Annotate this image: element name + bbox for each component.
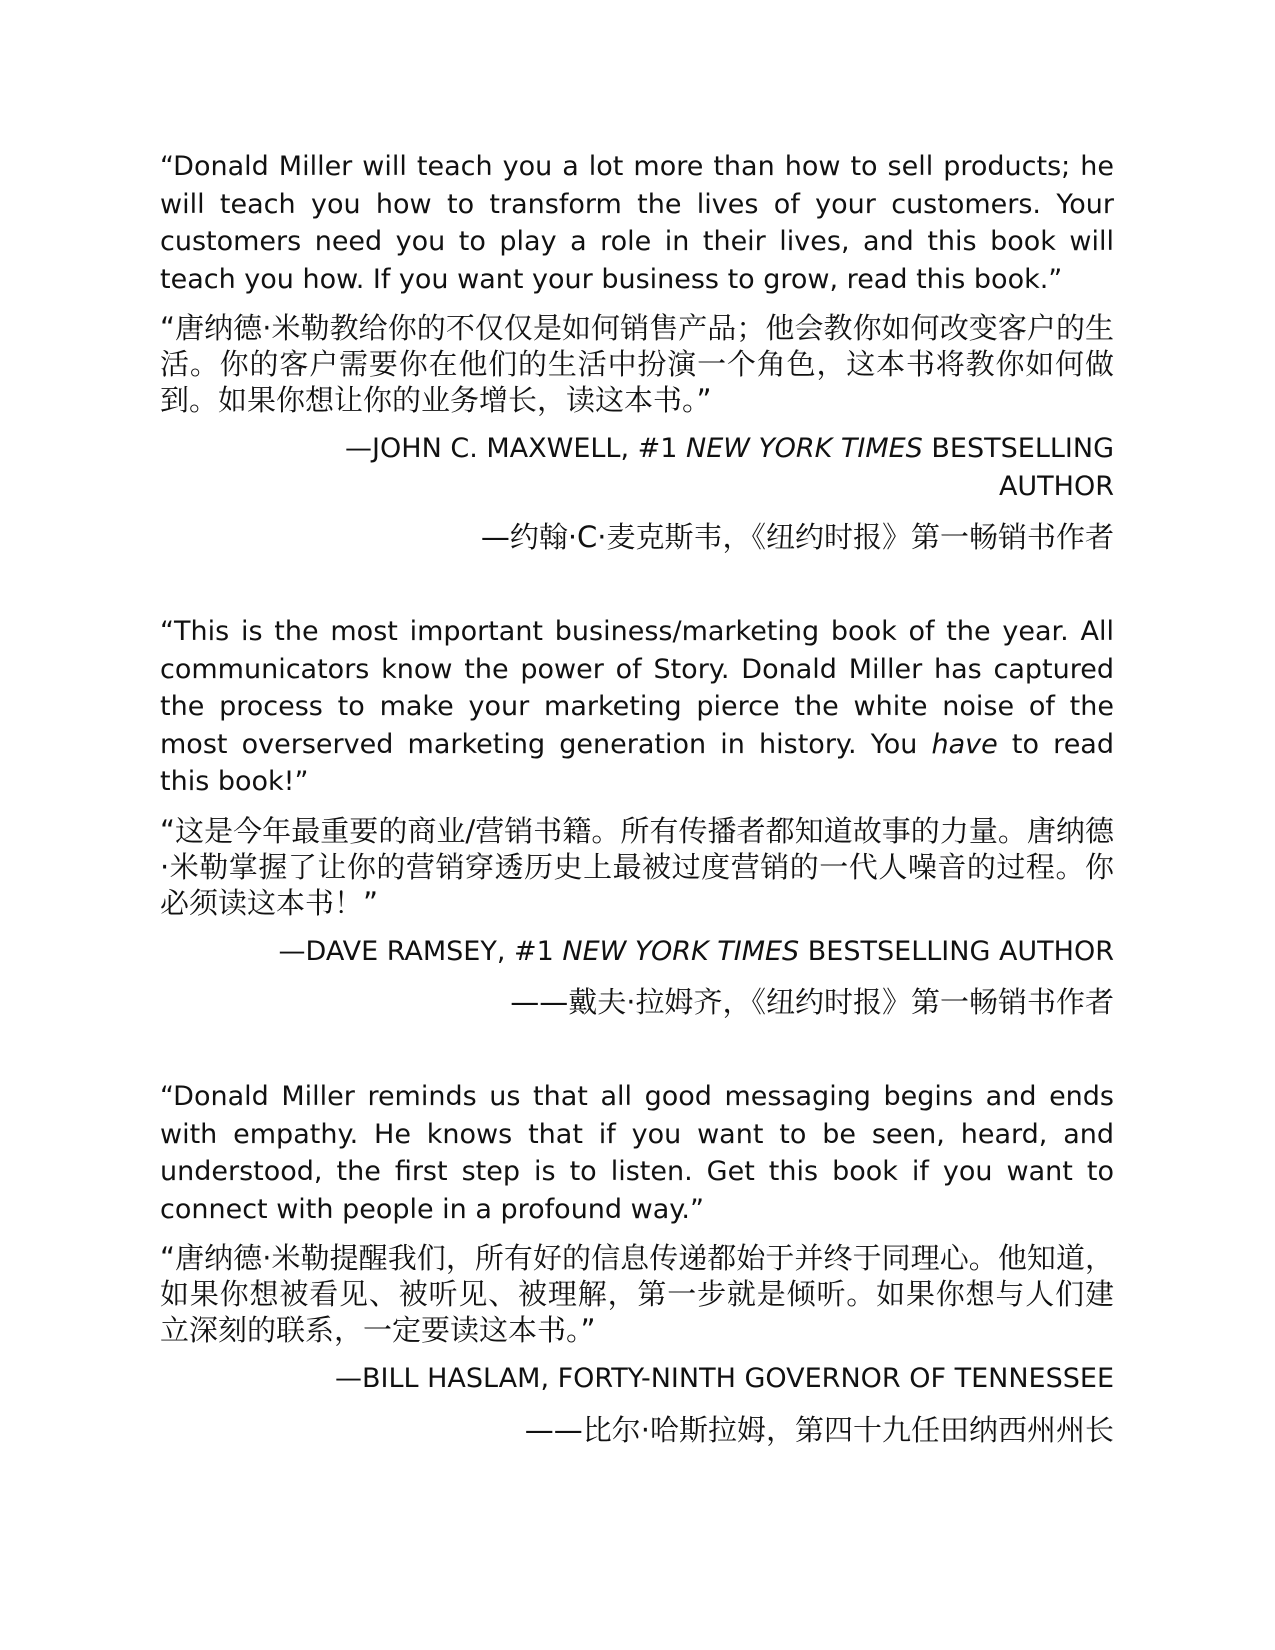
quote-text-end: to read this book!” (160, 728, 1114, 797)
quote-english: “Donald Miller will teach you a lot more than how to sell products; he will teach you how to transform the lives of your customers. Your customers need you to play a role in their lives, and this book will teach you how. If you want your business to grow, read this book.” (160, 151, 1114, 295)
attribution-name: —DAVE RAMSEY, #1 (278, 935, 563, 967)
publication-title: NEW YORK TIMES (686, 433, 923, 464)
publication-title: NEW YORK TIMES (562, 935, 800, 967)
quote-text: “This is the most important business/marketing book of the year. All communicators know the power of Story. Donald Miller has captured the process to make your marketing pierce the white noise of the most overserved marketing generation in history. You (160, 616, 1114, 760)
attribution-chinese: ——比尔·哈斯拉姆，第四十九任田纳西州州长 (524, 1412, 1114, 1447)
quote-emphasis: have (931, 728, 998, 760)
attribution-role: BESTSELLING AUTHOR (799, 935, 1114, 967)
testimonial-maxwell (160, 148, 1114, 555)
endorsements-page (160, 148, 1114, 1506)
attribution-english: —BILL HASLAM, FORTY-NINTH GOVERNOR OF TENNESSEE (334, 1363, 1114, 1394)
quote-chinese: “唐纳德·米勒教给你的不仅仅是如何销售产品；他会教你如何改变客户的生活。你的客户需要你在他们的生活中扮演一个角色，这本书将教你如何做到。如果你想让你的业务增长，读这本书。” (160, 311, 1114, 417)
quote-chinese: “这是今年最重要的商业/营销书籍。所有传播者都知道故事的力量。唐纳德·米勒掌握了让你的营销穿透历史上最被过度营销的一代人噪音的过程。你必须读这本书！” (160, 813, 1114, 920)
testimonial-ramsey (160, 613, 1114, 1020)
testimonial-haslam (160, 1078, 1114, 1448)
attribution-chinese: —约翰·C·麦克斯韦，《纽约时报》第一畅销书作者 (480, 520, 1114, 554)
attribution-role: BESTSELLING AUTHOR (922, 433, 1114, 502)
quote-english: “Donald Miller reminds us that all good messaging begins and ends with empathy. He knows that if you want to be seen, heard, and understood, the first step is to listen. Get this book if you want to connect with people in a profound way.” (160, 1081, 1114, 1225)
attribution-english (160, 933, 1114, 971)
attribution-english (160, 430, 1114, 505)
attribution-name: —JOHN C. MAXWELL, #1 (345, 433, 687, 464)
quote-chinese: “唐纳德·米勒提醒我们，所有好的信息传递都始于并终于同理心。他知道，如果你想被看见、被听见、被理解，第一步就是倾听。如果你想与人们建立深刻的联系，一定要读这本书。” (160, 1241, 1114, 1347)
quote-english (160, 613, 1114, 801)
attribution-chinese: ——戴夫·拉姆齐，《纽约时报》第一畅销书作者 (510, 985, 1114, 1019)
